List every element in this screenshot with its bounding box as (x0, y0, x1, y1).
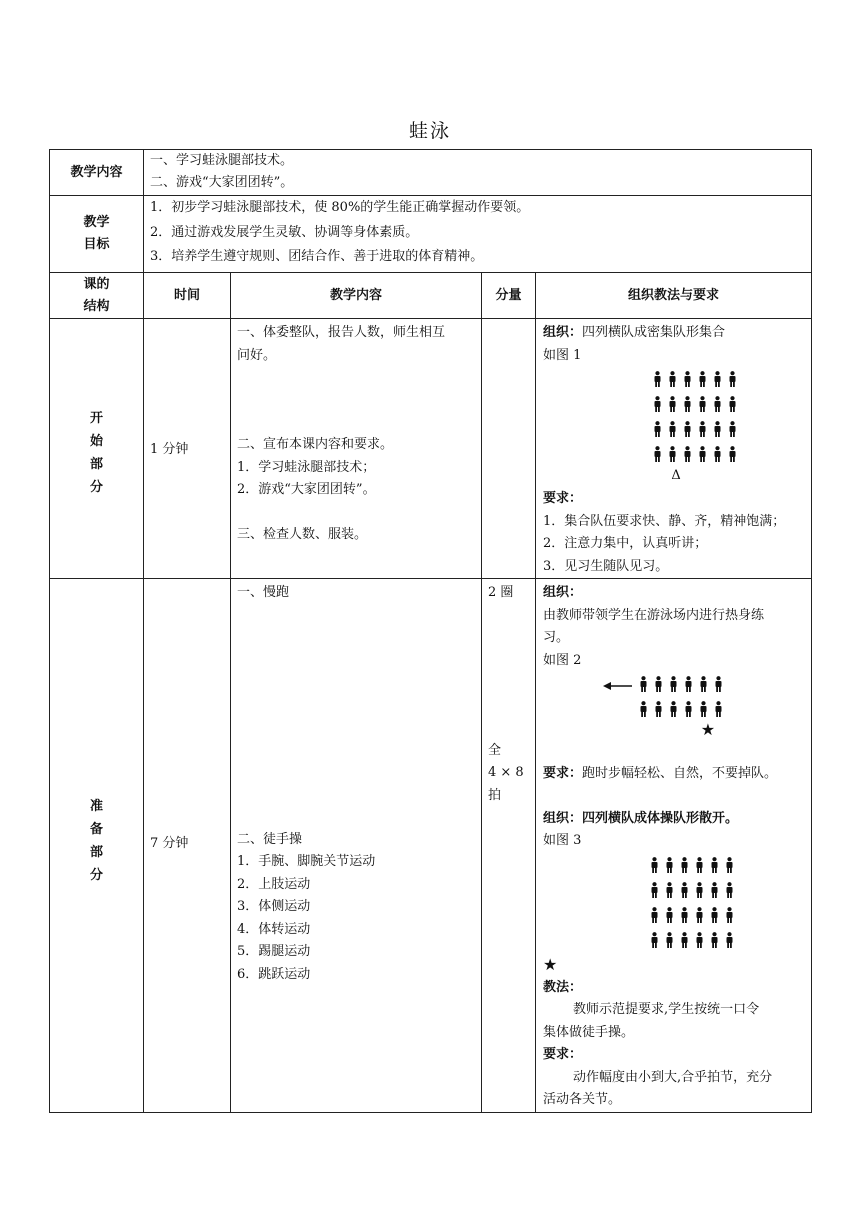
person-icon (666, 701, 681, 717)
person-icon (722, 932, 737, 948)
content-item: 二、徒手操 (237, 831, 303, 847)
part-char: 分 (89, 479, 103, 495)
person-icon (647, 932, 662, 948)
person-icon (665, 371, 680, 387)
person-icon (680, 371, 695, 387)
org-line: 由教师带领学生在游泳场内进行热身练 (543, 607, 765, 623)
person-icon (662, 932, 677, 948)
formation-row (636, 696, 726, 721)
structure-header-line: 课的 (83, 276, 110, 292)
formation-figure-3 (579, 853, 805, 953)
prep-method-cell (536, 579, 812, 1113)
person-icon (722, 857, 737, 873)
content-header: 教学内容 (231, 273, 482, 319)
method-line: 教师示范提要求,学生按统一口令 (573, 1002, 760, 1017)
amount-header: 分量 (482, 273, 536, 319)
person-icon (707, 907, 722, 923)
req-line: 3．见习生随队见习。 (543, 558, 669, 574)
content-item: 3．体侧运动 (237, 899, 311, 914)
person-icon (695, 421, 710, 437)
arrow-left-icon (603, 680, 633, 692)
person-icon (695, 446, 710, 462)
person-icon (677, 932, 692, 948)
person-icon (650, 371, 665, 387)
formation-row (650, 391, 740, 416)
person-icon (692, 857, 707, 873)
part-char: 备 (89, 822, 103, 838)
formation-figure-1 (585, 366, 805, 466)
content-item: 一、体委整队，报告人数，师生相互 (237, 325, 446, 340)
person-icon (681, 676, 696, 692)
content-label: 教学内容 (70, 164, 123, 180)
person-icon (666, 676, 681, 692)
start-method-cell (536, 319, 812, 579)
person-icon (665, 446, 680, 462)
prep-part-cell (50, 579, 144, 1113)
amount-item: 全 (488, 742, 502, 758)
org-line: 习。 (543, 630, 570, 645)
figure-label: 如图 1 (543, 347, 582, 363)
goal-cell (144, 196, 812, 273)
person-icon (696, 701, 711, 717)
time-header: 时间 (144, 273, 231, 319)
triangle-icon: Δ (671, 468, 681, 483)
figure-label: 如图 3 (543, 833, 582, 848)
req-line: 1．集合队伍要求快、静、齐，精神饱满； (543, 513, 786, 529)
person-icon (647, 857, 662, 873)
content-label-cell (50, 150, 144, 196)
amount-item: 4 × 8 (488, 765, 524, 780)
goal-label: 教学 (83, 215, 110, 230)
amount-item: 2 圈 (488, 585, 514, 600)
method-line: 集体做徒手操。 (543, 1024, 635, 1040)
content-item: 2．上肢运动 (237, 876, 311, 892)
start-time: 1 分钟 (150, 442, 189, 458)
part-char: 开 (89, 410, 103, 426)
goal-label-cell (50, 196, 144, 273)
person-icon (725, 396, 740, 412)
person-icon (651, 676, 666, 692)
person-icon (650, 421, 665, 437)
req-line: 活动各关节。 (543, 1092, 622, 1107)
content-item: 三、检查人数、服装。 (237, 526, 368, 542)
content-item: 4．体转运动 (237, 921, 311, 937)
part-char: 分 (89, 868, 103, 884)
formation-row (647, 878, 737, 903)
person-icon (647, 882, 662, 898)
start-time-cell (144, 319, 231, 579)
star-icon: ★ (543, 954, 558, 974)
figure-label: 如图 2 (543, 652, 582, 668)
person-icon (677, 882, 692, 898)
person-icon (681, 701, 696, 717)
formation-row (636, 671, 726, 696)
part-char: 准 (89, 799, 103, 815)
content-item: 5．踢腿运动 (237, 944, 311, 959)
structure-header (50, 273, 144, 319)
person-icon (725, 421, 740, 437)
start-part-cell (50, 319, 144, 579)
content-item: 一、慢跑 (237, 585, 290, 600)
org-text: 四列横队成密集队形集合 (582, 325, 726, 340)
person-icon (722, 882, 737, 898)
content-item: 二、宣布本课内容和要求。 (237, 437, 394, 452)
prep-time-cell (144, 579, 231, 1113)
org-label: 组织： (543, 585, 583, 600)
person-icon (651, 701, 666, 717)
person-icon (711, 701, 726, 717)
person-icon (725, 446, 740, 462)
part-char: 部 (89, 845, 103, 861)
person-icon (650, 396, 665, 412)
person-icon (711, 676, 726, 692)
content-line: 一、学习蛙泳腿部技术。 (150, 153, 294, 168)
person-icon (710, 396, 725, 412)
req-line: 动作幅度由小到大,合乎拍节，充分 (573, 1069, 773, 1085)
content-item: 6．跳跃运动 (237, 966, 311, 982)
part-char: 部 (89, 456, 103, 472)
formation-row (647, 903, 737, 928)
person-icon (650, 446, 665, 462)
structure-header-line: 结构 (83, 298, 110, 314)
content-item: 问好。 (237, 347, 277, 363)
person-icon (707, 932, 722, 948)
content-item: 2．游戏“大家团团转”。 (237, 482, 376, 497)
person-icon (710, 421, 725, 437)
person-icon (680, 446, 695, 462)
person-icon (696, 676, 711, 692)
formation-row (650, 441, 740, 466)
person-icon (636, 676, 651, 692)
star-icon: ★ (700, 720, 716, 739)
person-icon (710, 446, 725, 462)
person-icon (692, 932, 707, 948)
person-icon (710, 371, 725, 387)
person-icon (680, 396, 695, 412)
prep-time: 7 分钟 (150, 836, 189, 851)
formation-row (647, 928, 737, 953)
person-icon (665, 396, 680, 412)
start-content-cell (231, 319, 482, 579)
person-icon (662, 857, 677, 873)
goal-line: 2．通过游戏发展学生灵敏、协调等身体素质。 (150, 224, 419, 240)
req-label: 要求： (543, 1047, 583, 1062)
org-label: 组织： (543, 325, 583, 340)
req-text: 跑时步幅轻松、自然，不要掉队。 (582, 766, 778, 781)
person-icon (725, 371, 740, 387)
goal-line: 1．初步学习蛙泳腿部技术，使 80%的学生能正确掌握动作要领。 (150, 200, 530, 215)
goal-line: 3．培养学生遵守规则、团结合作、善于进取的体育精神。 (150, 249, 484, 264)
req-label: 要求： (543, 766, 583, 781)
amount-item: 拍 (488, 787, 502, 803)
person-icon (665, 421, 680, 437)
person-icon (677, 907, 692, 923)
req-line: 2．注意力集中，认真听讲； (543, 536, 708, 551)
person-icon (692, 907, 707, 923)
page-title: 蛙泳 (408, 120, 451, 142)
person-icon (695, 396, 710, 412)
goal-label: 目标 (83, 237, 110, 252)
prep-content-cell (231, 579, 482, 1113)
method-label: 教法： (543, 979, 583, 995)
person-icon (680, 421, 695, 437)
method-header: 组织教法与要求 (536, 273, 812, 319)
lesson-plan-table (49, 149, 812, 1113)
part-char: 始 (89, 433, 103, 449)
person-icon (677, 857, 692, 873)
person-icon (722, 907, 737, 923)
req-label: 要求： (543, 491, 583, 506)
content-item: 1．手腕、脚腕关节运动 (237, 854, 376, 869)
start-amount-cell (482, 319, 536, 579)
content-cell (144, 150, 812, 196)
person-icon (707, 857, 722, 873)
prep-amount-cell (482, 579, 536, 1113)
person-icon (695, 371, 710, 387)
person-icon (636, 701, 651, 717)
content-item: 1．学习蛙泳腿部技术； (237, 459, 376, 475)
formation-figure-2 (543, 673, 805, 719)
person-icon (647, 907, 662, 923)
formation-row (650, 366, 740, 391)
person-icon (662, 882, 677, 898)
person-icon (692, 882, 707, 898)
org-formation-text: 组织：四列横队成体操队形散开。 (543, 810, 739, 826)
person-icon (662, 907, 677, 923)
person-icon (707, 882, 722, 898)
formation-row (647, 853, 737, 878)
formation-row (650, 416, 740, 441)
content-line: 二、游戏“大家团团转”。 (150, 175, 294, 190)
